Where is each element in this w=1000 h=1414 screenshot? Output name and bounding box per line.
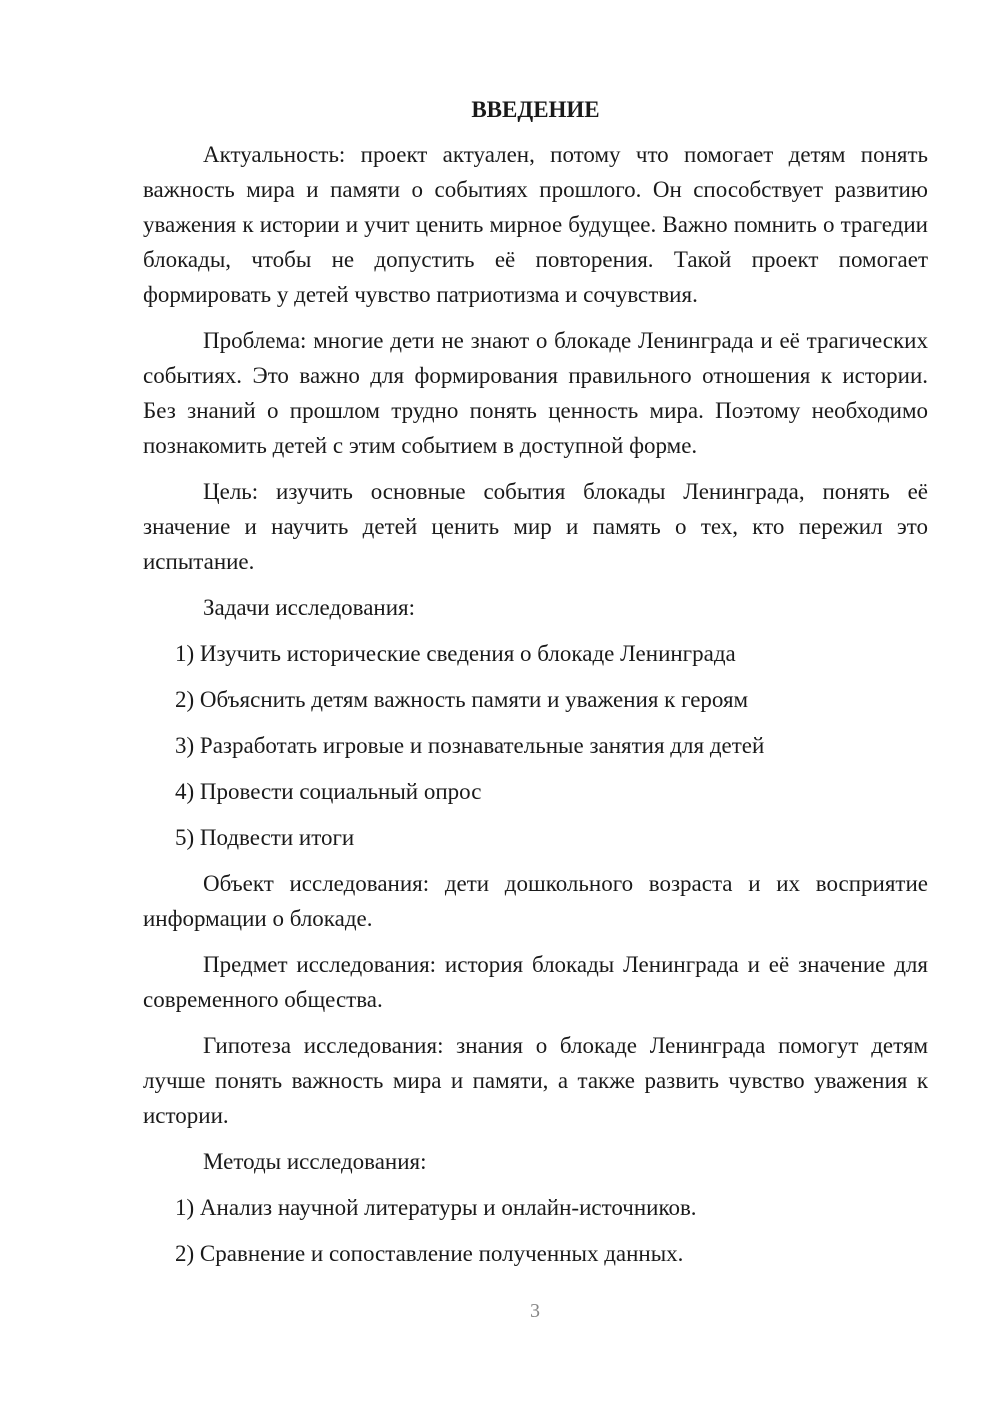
object-paragraph: Объект исследования: дети дошкольного возраста и их восприятие информации о блокаде. <box>143 871 928 931</box>
relevance-paragraph: Актуальность: проект актуален, потому что помогает детям понять важность мира и памяти о событиях прошлого. Он способствует развитию уважения к истории и учит ценить мирное будущее. Важно помнить о трагедии блокады, чтобы не допустить её повторения. Такой проект помогает формировать у детей чувство патриотизма и сочувствия. <box>143 142 928 307</box>
hypothesis-paragraph: Гипотеза исследования: знания о блокаде Ленинграда помогут детям лучше понять важность мира и памяти, а также развить чувство уважения к истории. <box>143 1033 928 1128</box>
document-page <box>143 92 928 1282</box>
methods-list <box>143 1190 928 1271</box>
list-item: 4) Провести социальный опрос <box>175 779 482 804</box>
tasks-heading: Задачи исследования: <box>203 595 416 620</box>
problem-paragraph: Проблема: многие дети не знают о блокаде Ленинграда и её трагических событиях. Это важно для формирования правильного отношения к истории. Без знаний о прошлом трудно понять ценность мира. Поэтому необходимо познакомить детей с этим событием в доступной форме. <box>143 328 928 458</box>
methods-heading: Методы исследования: <box>203 1149 427 1174</box>
page-number: 3 <box>530 1300 540 1322</box>
list-item: 2) Объяснить детям важность памяти и уважения к героям <box>175 687 749 712</box>
section-heading: ВВЕДЕНИЕ <box>471 97 600 122</box>
list-item: 1) Изучить исторические сведения о блокаде Ленинграда <box>175 641 736 666</box>
list-item: 5) Подвести итоги <box>175 825 355 850</box>
goal-paragraph: Цель: изучить основные события блокады Ленинграда, понять её значение и научить детей ценить мир и память о тех, кто пережил это испытание. <box>143 479 928 574</box>
tasks-list <box>143 636 928 855</box>
list-item: 2) Сравнение и сопоставление полученных данных. <box>175 1241 684 1266</box>
subject-paragraph: Предмет исследования: история блокады Ленинграда и её значение для современного общества. <box>143 952 928 1012</box>
list-item: 3) Разработать игровые и познавательные занятия для детей <box>175 733 765 758</box>
list-item: 1) Анализ научной литературы и онлайн-источников. <box>175 1195 697 1220</box>
